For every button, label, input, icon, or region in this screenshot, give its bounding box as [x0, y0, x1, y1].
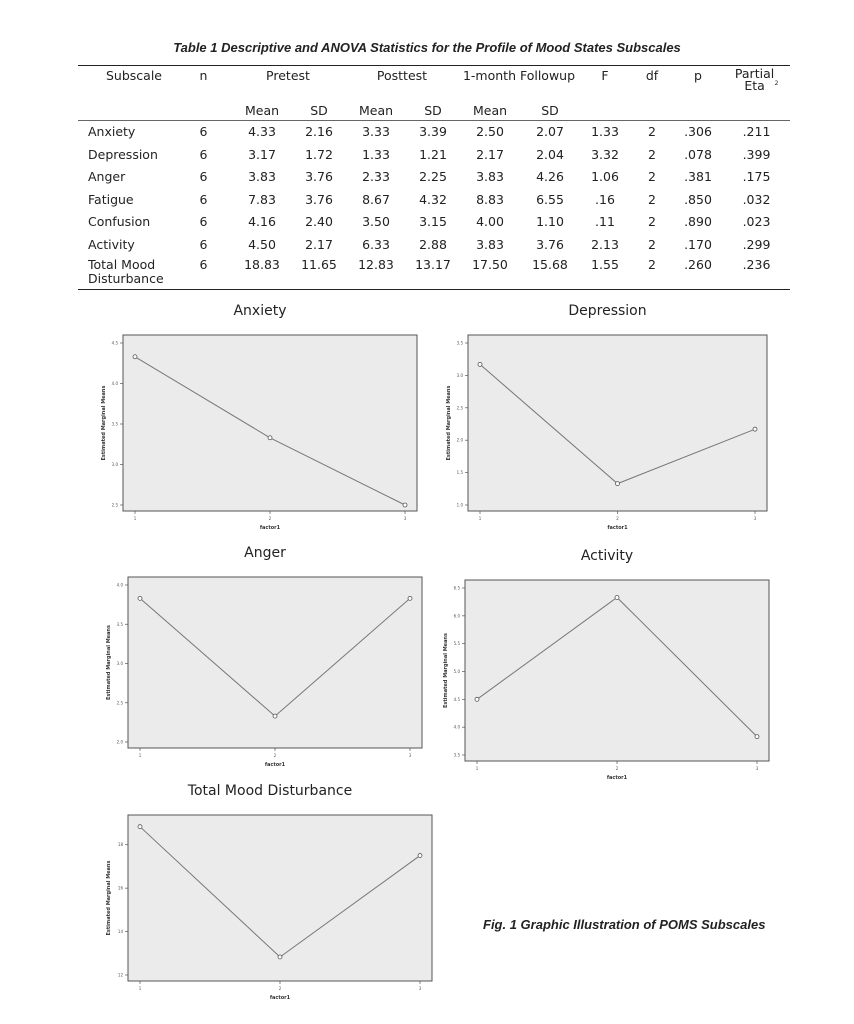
y-tick-label: 6.0 — [453, 613, 460, 619]
x-tick-label: 1 — [138, 986, 142, 991]
col-header: Posttest — [345, 66, 459, 105]
col-header: Subscale — [78, 66, 176, 105]
chart-svg — [440, 323, 775, 543]
plot-area — [128, 577, 422, 748]
table-cell-df: 2 — [648, 124, 656, 139]
table-cell-subscale: Confusion — [88, 214, 151, 229]
table-cell-eta: .023 — [742, 214, 771, 229]
table-cell-subscale: Depression — [88, 146, 158, 162]
y-tick-label: 3.5 — [116, 621, 123, 627]
col-subheader: SD — [293, 104, 345, 121]
table-cell-post-mean: 6.33 — [362, 236, 390, 252]
table-cell-pre-mean: 18.83 — [231, 256, 293, 290]
table-cell-fu-sd: 1.10 — [536, 214, 564, 229]
table-cell-post-sd: 1.21 — [419, 146, 447, 162]
figure-caption: Fig. 1 Graphic Illustration of POMS Subscales — [483, 917, 766, 932]
table-cell-pre-mean: 4.33 — [248, 124, 276, 139]
y-tick-label: 1.0 — [456, 502, 463, 508]
col-header: p — [673, 66, 723, 105]
y-tick-label: 3.0 — [111, 462, 118, 467]
table-cell-df: 2 — [648, 146, 656, 162]
table-cell-post-sd: 3.15 — [419, 214, 447, 229]
table-cell-fu-sd: 15.68 — [521, 256, 579, 290]
table-cell-n: 6 — [199, 236, 208, 252]
table-row — [78, 189, 790, 212]
x-tick-label: 2 — [268, 516, 272, 521]
table-row — [78, 121, 790, 144]
x-tick-label: 2 — [273, 753, 277, 758]
table-cell-fu-sd: 2.07 — [536, 124, 564, 139]
chart-total-mood — [100, 783, 440, 1013]
header-row — [78, 66, 790, 105]
col-header — [723, 66, 790, 105]
data-point — [475, 697, 479, 701]
x-tick-label: 2 — [616, 516, 619, 521]
col-header: n — [176, 66, 231, 105]
x-tick-label: 1 — [133, 516, 137, 521]
col-header: 1-month Followup — [459, 66, 579, 105]
table-cell-df: 2 — [648, 169, 656, 184]
x-tick-label: 2 — [278, 986, 282, 991]
table-cell-p: .078 — [684, 146, 712, 162]
table-cell-df: 2 — [631, 256, 673, 290]
col-subheader: SD — [521, 104, 579, 121]
table-cell-post-mean: 3.50 — [362, 214, 390, 229]
x-axis-label: factor1 — [606, 775, 628, 781]
table-cell-subscale: Anxiety — [88, 124, 136, 139]
chart-svg — [437, 568, 777, 793]
table-cell-p: .260 — [673, 256, 723, 290]
chart-depression — [440, 303, 775, 543]
data-point — [615, 595, 619, 599]
y-tick-label: 4.5 — [111, 340, 118, 346]
chart-anxiety — [95, 303, 425, 543]
x-tick-label: 1 — [475, 766, 479, 771]
table-cell-pre-sd: 2.17 — [305, 236, 333, 252]
x-tick-label: 2 — [615, 766, 619, 771]
table-cell-eta: .236 — [723, 256, 790, 290]
table-cell-pre-sd: 3.76 — [305, 169, 333, 184]
table-row — [78, 144, 790, 167]
x-axis-label: factor1 — [607, 525, 628, 531]
y-tick-label: 2.5 — [111, 502, 118, 508]
table-cell-F: 1.33 — [591, 124, 619, 139]
y-tick-label: 3.5 — [456, 340, 463, 346]
table-cell-n: 6 — [176, 256, 231, 290]
table-cell-pre-sd: 3.76 — [305, 191, 333, 207]
x-axis-label: factor1 — [264, 762, 286, 768]
col-header: df — [631, 66, 673, 105]
table-cell-F: 3.32 — [591, 146, 619, 162]
y-axis-label: Estimated Marginal Means — [106, 860, 112, 936]
y-tick-label: 5.0 — [453, 669, 460, 674]
data-point — [478, 362, 482, 366]
data-point — [268, 436, 272, 440]
y-tick-label: 2.5 — [116, 700, 123, 706]
table-cell-eta: .299 — [742, 236, 771, 252]
table-cell-pre-mean: 4.16 — [248, 214, 276, 229]
table-row — [78, 256, 790, 290]
table-cell-fu-mean: 3.83 — [476, 236, 504, 252]
table-cell-n: 6 — [199, 124, 208, 139]
table-cell-pre-mean: 3.83 — [248, 169, 276, 184]
table-cell-post-mean: 12.83 — [345, 256, 407, 290]
x-tick-label: 3 — [403, 516, 407, 521]
table-cell-df: 2 — [648, 214, 656, 229]
table-cell-df: 2 — [648, 236, 656, 252]
col-subheader: Mean — [231, 104, 293, 121]
y-tick-label: 4.5 — [453, 696, 460, 702]
y-tick-label: 16 — [117, 885, 123, 891]
eta-superscript: 2 — [774, 79, 779, 87]
data-point — [403, 503, 407, 507]
table-cell-p: .890 — [684, 214, 712, 229]
y-axis-label: Estimated Marginal Means — [446, 385, 452, 461]
col-subheader: Mean — [345, 104, 407, 121]
chart-svg — [100, 803, 440, 1013]
y-tick-label: 3.0 — [116, 661, 123, 666]
table-row — [78, 234, 790, 257]
table-caption: Table 1 Descriptive and ANOVA Statistics for the Profile of Mood States Subscales — [173, 40, 681, 55]
chart-anger — [100, 545, 430, 780]
y-tick-label: 12 — [117, 972, 123, 978]
data-point — [753, 427, 757, 431]
table-cell-post-sd: 2.25 — [419, 169, 447, 184]
chart-title: Anxiety — [233, 303, 287, 319]
y-tick-label: 1.5 — [456, 470, 463, 476]
table-cell-p: .850 — [684, 191, 712, 207]
table-cell-fu-mean: 2.17 — [476, 146, 504, 162]
data-point — [418, 854, 422, 858]
table-row — [78, 166, 790, 189]
table-cell-n: 6 — [199, 146, 208, 162]
y-tick-label: 5.5 — [453, 641, 460, 647]
table-cell-subscale: Fatigue — [88, 191, 134, 207]
table-cell-pre-sd: 2.16 — [305, 124, 333, 139]
table-cell-post-mean: 8.67 — [362, 191, 390, 207]
y-tick-label: 18 — [117, 842, 123, 848]
table-cell-p: .381 — [684, 169, 712, 184]
chart-activity — [437, 548, 777, 793]
table-cell-F: .16 — [595, 191, 615, 207]
table-cell-fu-sd: 6.55 — [536, 191, 564, 207]
table-cell-pre-sd: 1.72 — [305, 146, 333, 162]
chart-title: Depression — [568, 303, 647, 319]
table-cell-pre-mean: 4.50 — [248, 236, 276, 252]
x-tick-label: 3 — [753, 516, 757, 521]
table-cell-df: 2 — [648, 191, 656, 207]
x-tick-label: 1 — [478, 516, 482, 521]
table-cell-post-sd: 4.32 — [419, 191, 447, 207]
table-cell-pre-sd: 2.40 — [305, 214, 333, 229]
table-cell-F: .11 — [595, 214, 615, 229]
x-axis-label: factor1 — [269, 995, 291, 1001]
y-tick-label: 3.5 — [453, 752, 460, 758]
data-point — [133, 355, 137, 359]
y-axis-label: Estimated Marginal Means — [101, 385, 107, 461]
table-cell-pre-sd: 11.65 — [293, 256, 345, 290]
table-cell-post-mean: 2.33 — [362, 169, 390, 184]
col-header: F — [579, 66, 631, 105]
table-cell-eta: .175 — [742, 169, 771, 184]
y-tick-label: 2.5 — [456, 405, 463, 411]
y-axis-label: Estimated Marginal Means — [443, 633, 449, 708]
data-point — [138, 825, 142, 829]
chart-title: Total Mood Disturbance — [187, 783, 353, 799]
table-cell-post-sd: 2.88 — [419, 236, 447, 252]
x-tick-label: 1 — [138, 753, 142, 758]
data-point — [273, 714, 277, 718]
data-point — [408, 596, 412, 600]
chart-svg — [100, 565, 430, 780]
y-tick-label: 6.5 — [453, 585, 460, 591]
table-cell-post-sd: 3.39 — [419, 124, 447, 139]
table-cell-fu-sd: 3.76 — [536, 236, 564, 252]
x-tick-label: 3 — [418, 986, 422, 991]
chart-title: Anger — [244, 545, 286, 561]
table-cell-fu-mean: 2.50 — [476, 124, 504, 139]
data-point — [138, 596, 142, 600]
col-subheader: SD — [407, 104, 459, 121]
table-cell-F: 2.13 — [591, 236, 619, 252]
table-cell-post-mean: 1.33 — [362, 146, 390, 162]
col-header: Pretest — [231, 66, 345, 105]
col-header-label: Partial Eta — [734, 66, 775, 93]
table-cell-subscale: Total Mood Disturbance — [78, 256, 176, 290]
table-cell-subscale: Activity — [88, 236, 135, 252]
col-subheader: Mean — [459, 104, 521, 121]
table-cell-pre-mean: 3.17 — [248, 146, 276, 162]
y-tick-label: 2.0 — [456, 437, 463, 443]
x-tick-label: 3 — [408, 753, 412, 758]
chart-svg — [95, 323, 425, 543]
table-cell-fu-mean: 8.83 — [476, 191, 504, 207]
data-point — [755, 735, 759, 739]
table-cell-n: 6 — [199, 169, 208, 184]
table-cell-eta: .211 — [742, 124, 771, 139]
x-tick-label: 3 — [755, 766, 759, 771]
x-axis-label: factor1 — [259, 525, 281, 531]
chart-title: Activity — [580, 548, 634, 564]
table-cell-n: 6 — [199, 191, 208, 207]
table-row — [78, 211, 790, 234]
subheader-row — [78, 104, 790, 121]
y-tick-label: 14 — [117, 929, 123, 935]
y-tick-label: 4.0 — [116, 582, 123, 588]
data-point — [616, 482, 620, 486]
y-tick-label: 3.5 — [111, 421, 118, 427]
y-tick-label: 2.0 — [116, 739, 123, 745]
table-cell-fu-sd: 4.26 — [536, 169, 564, 184]
table-cell-p: .306 — [684, 124, 712, 139]
y-tick-label: 4.0 — [111, 381, 118, 386]
stats-table — [78, 65, 790, 290]
plot-area — [465, 580, 769, 761]
table-cell-eta: .399 — [742, 146, 771, 162]
table-cell-subscale: Anger — [88, 169, 126, 184]
table-cell-fu-mean: 17.50 — [459, 256, 521, 290]
table-cell-post-sd: 13.17 — [407, 256, 459, 290]
table-cell-p: .170 — [684, 236, 712, 252]
table-cell-fu-mean: 4.00 — [476, 214, 504, 229]
table-cell-F: 1.06 — [591, 169, 619, 184]
data-point — [278, 955, 282, 959]
table-cell-n: 6 — [199, 214, 208, 229]
plot-area — [123, 335, 417, 511]
table-cell-eta: .032 — [742, 191, 771, 207]
y-axis-label: Estimated Marginal Means — [106, 625, 112, 700]
table-cell-fu-sd: 2.04 — [536, 146, 564, 162]
table-cell-post-mean: 3.33 — [362, 124, 390, 139]
table-cell-F: 1.55 — [579, 256, 631, 290]
table-cell-fu-mean: 3.83 — [476, 169, 504, 184]
table-cell-pre-mean: 7.83 — [248, 191, 276, 207]
y-tick-label: 3.0 — [456, 372, 463, 378]
y-tick-label: 4.0 — [453, 724, 460, 730]
